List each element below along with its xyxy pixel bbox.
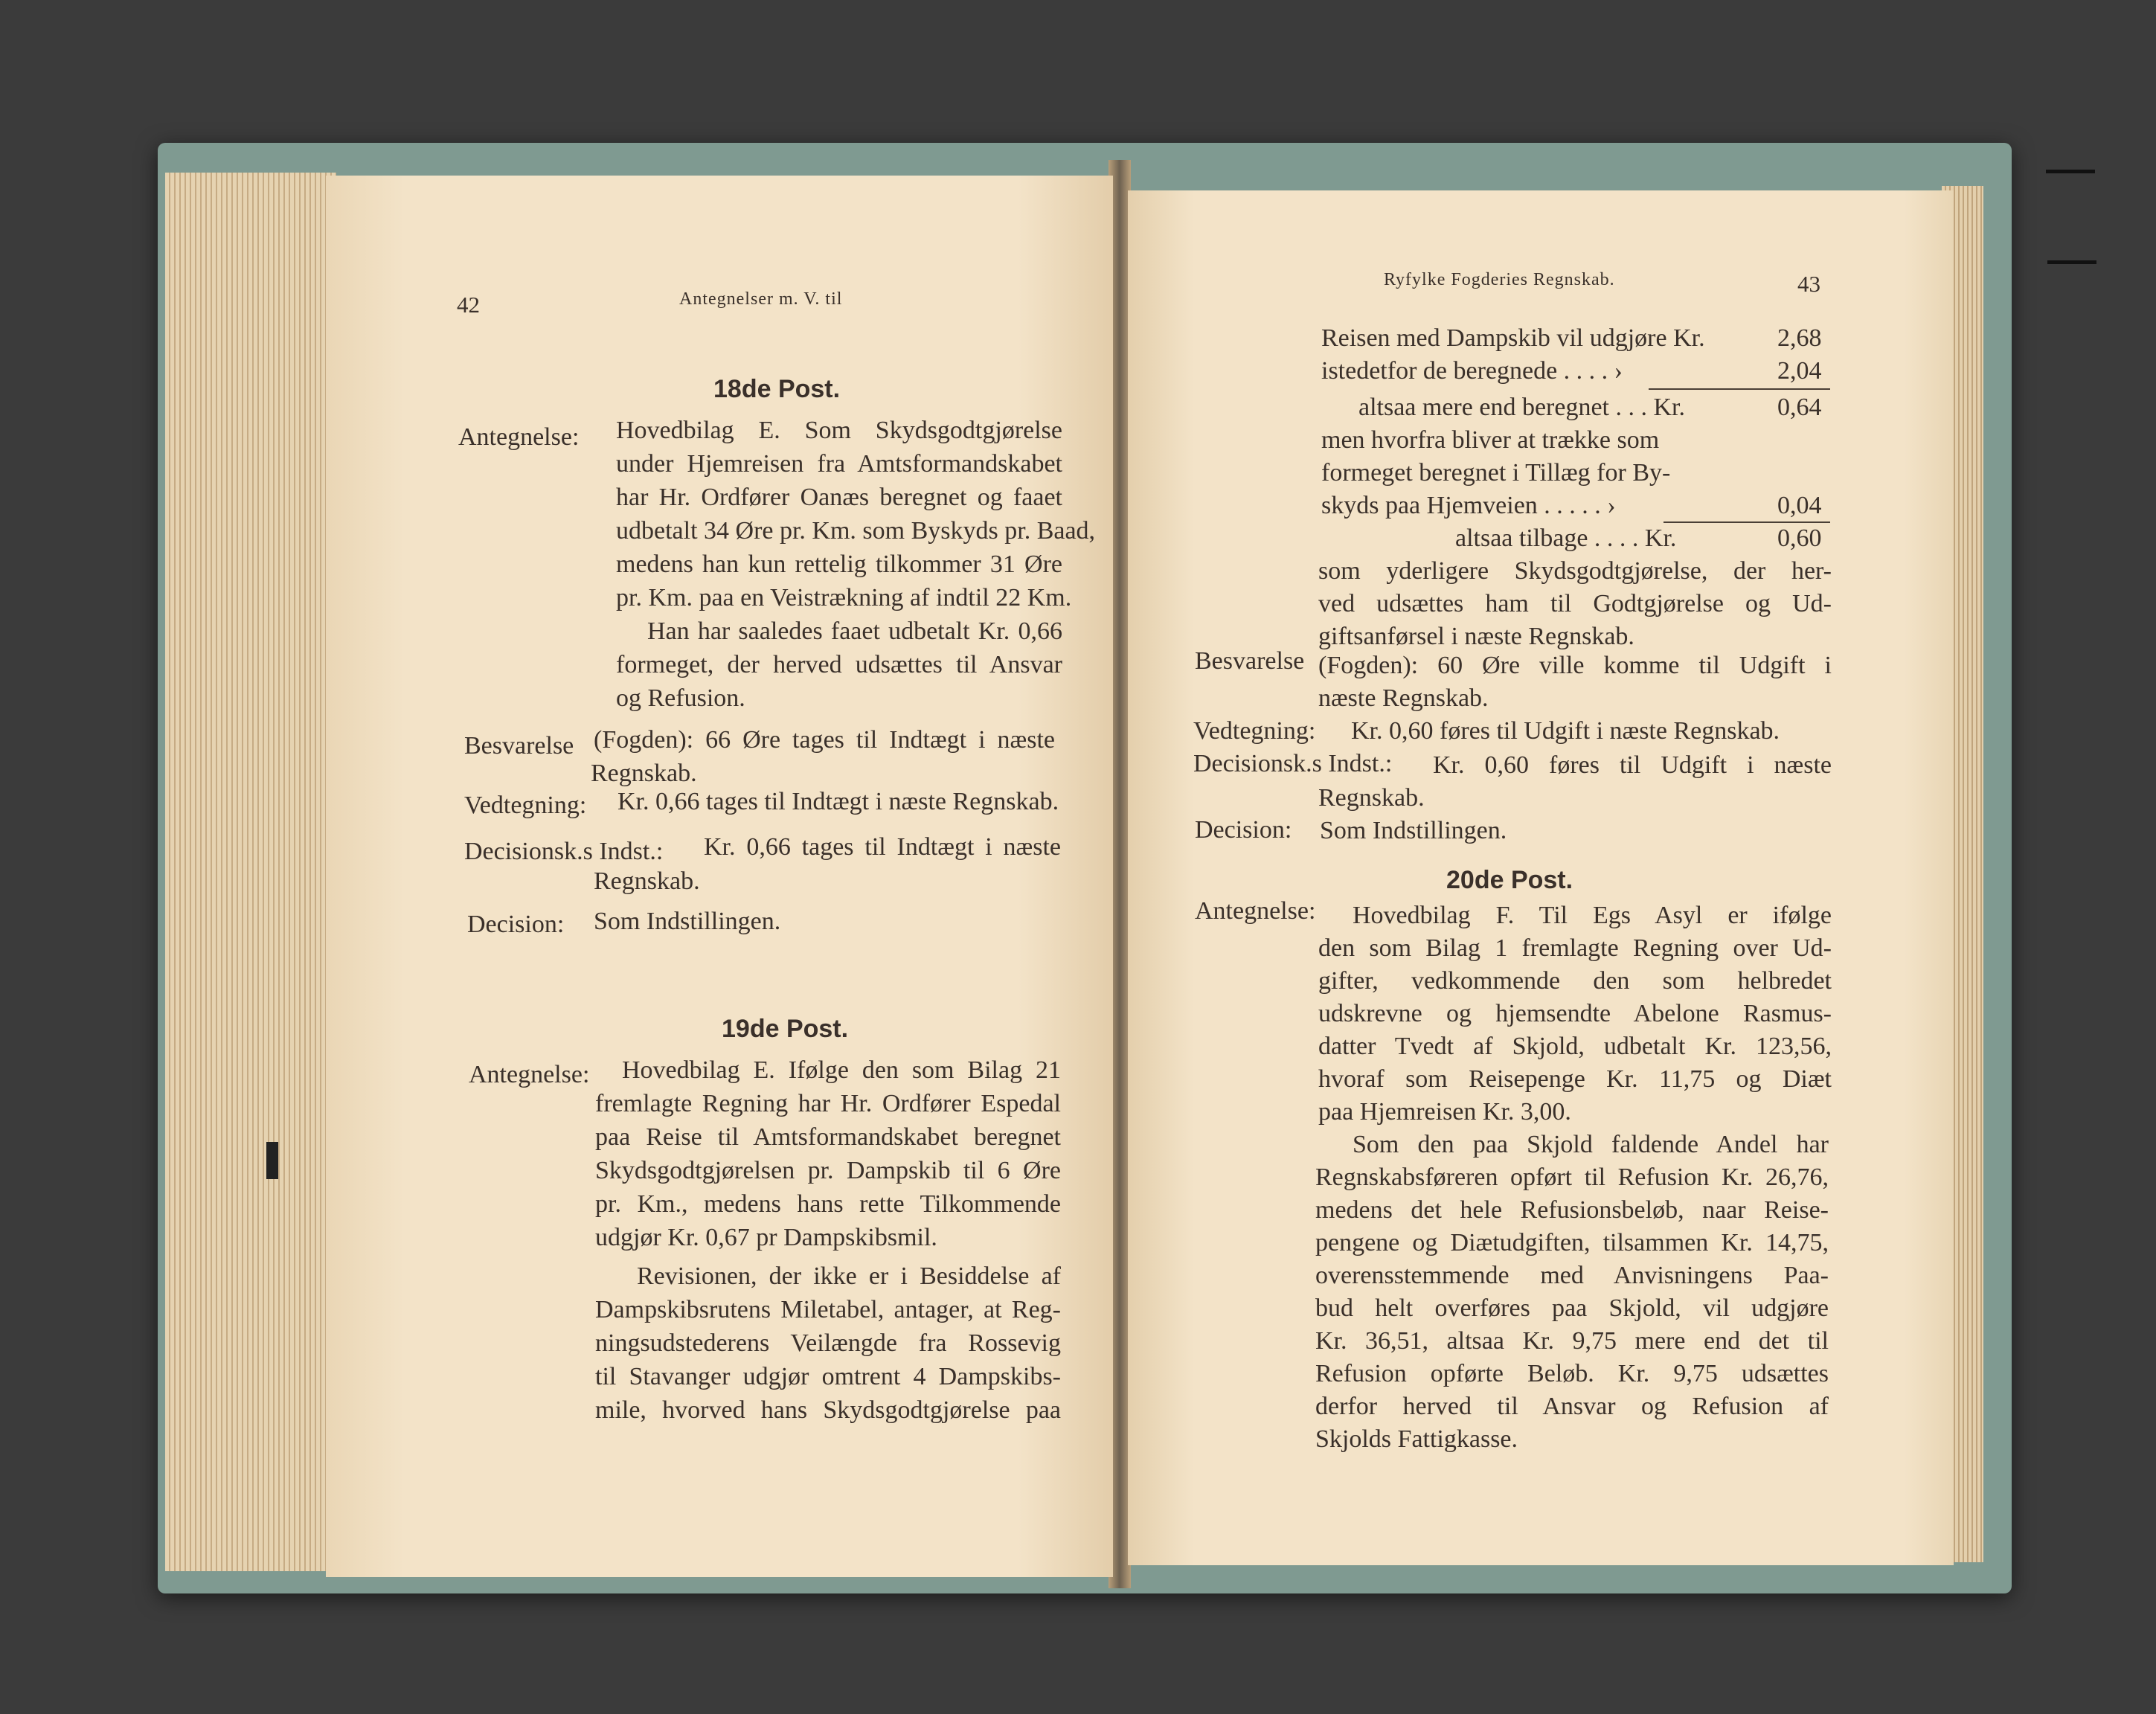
text-line: Skydsgodtgjørelsen pr. Dampskib til 6 Øre [595, 1157, 1061, 1184]
text-line: Som den paa Skjold faldende Andel har [1353, 1131, 1829, 1158]
text-line: medens han kun rettelig tilkommer 31 Øre [616, 551, 1062, 578]
decision-label: Decision: [467, 911, 565, 938]
vedtegning-label: Vedtegning: [1193, 717, 1316, 745]
decisionsk-text: Kr. 0,60 føres til Udgift i næste [1433, 751, 1832, 779]
decision-text: Som Indstillingen. [594, 908, 781, 935]
post-heading: 18de Post. [713, 375, 841, 403]
decisionsk-label: Decisionsk.s Indst.: [1193, 750, 1393, 777]
text-line: til Stavanger udgjør omtrent 4 Dampskibs- [595, 1363, 1061, 1390]
text-line: formeget, der herved udsættes til Ansvar [616, 651, 1062, 678]
text-line: udskrevne og hjemsendte Abelone Rasmus- [1318, 1000, 1832, 1027]
calc-amount: 0,60 [1777, 524, 1822, 552]
text-line: datter Tvedt af Skjold, udbetalt Kr. 123,56, [1318, 1033, 1832, 1060]
vedtegning-text: Kr. 0,66 tages til Indtægt i næste Regnskab. [617, 788, 1059, 815]
text-line: ved udsættes ham til Godtgjørelse og Ud- [1318, 590, 1832, 617]
vedtegning-text: Kr. 0,60 føres til Udgift i næste Regnskab. [1351, 717, 1780, 745]
calc-amount: 0,04 [1777, 492, 1822, 519]
text-line: Hovedbilag F. Til Egs Asyl er ifølge [1353, 902, 1832, 929]
calc-line: istedetfor de beregnede . . . . › [1321, 357, 1623, 385]
decisionsk-text: Kr. 0,66 tages til Indtægt i næste [704, 833, 1061, 861]
post-heading: 19de Post. [722, 1015, 849, 1043]
text-line: men hvorfra bliver at trække som [1321, 426, 1660, 454]
calc-amount: 2,68 [1777, 324, 1822, 352]
text-line: har Hr. Ordfører Oanæs beregnet og faaet [616, 484, 1062, 511]
text-line: Hovedbilag E. Som Skydsgodtgjørelse [616, 417, 1062, 444]
besvarelse-text: Regnskab. [591, 760, 697, 787]
text-line: bud helt overføres paa Skjold, vil udgjøre [1315, 1294, 1829, 1322]
text-line: og Refusion. [616, 684, 745, 712]
text-line: Kr. 36,51, altsaa Kr. 9,75 mere end det til [1315, 1327, 1829, 1355]
page-number: 43 [1797, 271, 1820, 297]
calc-amount: 0,64 [1777, 394, 1822, 421]
ink-smudge [266, 1142, 278, 1179]
sum-rule [1649, 388, 1830, 390]
text-line: paa Hjemreisen Kr. 3,00. [1318, 1098, 1571, 1126]
left-page [326, 176, 1113, 1577]
vedtegning-label: Vedtegning: [464, 792, 587, 819]
text-line: pr. Km. paa en Veistrækning af indtil 22 Km. [616, 584, 1072, 612]
text-line: gifter, vedkommende den som helbredet [1318, 967, 1832, 995]
decision-text: Som Indstillingen. [1320, 817, 1507, 844]
text-line: som yderligere Skydsgodtgjørelse, der her- [1318, 557, 1832, 585]
left-page-edges [165, 173, 336, 1571]
running-title: Ryfylke Fogderies Regnskab. [1384, 270, 1615, 289]
right-page [1128, 190, 1954, 1565]
besvarelse-text: (Fogden): 66 Øre tages til Indtægt i næste [594, 726, 1055, 754]
decisionsk-text: Regnskab. [1318, 784, 1425, 812]
antegnelse-label: Antegnelse: [469, 1061, 590, 1088]
text-line: paa Reise til Amtsformandskabet beregnet [595, 1123, 1061, 1151]
page-number: 42 [457, 292, 480, 318]
besvarelse-text: næste Regnskab. [1318, 684, 1489, 712]
calc-line: altsaa mere end beregnet . . . Kr. [1358, 394, 1685, 421]
antegnelse-label: Antegnelse: [1195, 897, 1316, 925]
text-line: den som Bilag 1 fremlagte Regning over Ud- [1318, 934, 1832, 962]
text-line: Hovedbilag E. Ifølge den som Bilag 21 [622, 1056, 1061, 1084]
margin-mark [2046, 170, 2095, 173]
decisionsk-text: Regnskab. [594, 867, 700, 895]
calc-amount: 2,04 [1777, 357, 1822, 385]
text-line: Dampskibsrutens Miletabel, antager, at Reg- [595, 1296, 1061, 1323]
calc-line: Reisen med Dampskib vil udgjøre Kr. [1321, 324, 1705, 352]
text-line: Revisionen, der ikke er i Besiddelse af [637, 1262, 1061, 1290]
calc-line: skyds paa Hjemveien . . . . . › [1321, 492, 1616, 519]
text-line: giftsanførsel i næste Regnskab. [1318, 623, 1634, 650]
calc-line: altsaa tilbage . . . . Kr. [1455, 524, 1677, 552]
text-line: formeget beregnet i Tillæg for By- [1321, 459, 1671, 487]
antegnelse-label: Antegnelse: [458, 423, 580, 451]
text-line: medens det hele Refusionsbeløb, naar Reise- [1315, 1196, 1829, 1224]
text-line: under Hjemreisen fra Amtsformandskabet [616, 450, 1062, 478]
besvarelse-text: (Fogden): 60 Øre ville komme til Udgift i [1318, 652, 1832, 679]
text-line: Refusion opførte Beløb. Kr. 9,75 udsættes [1315, 1360, 1829, 1387]
running-title: Antegnelser m. V. til [679, 289, 843, 309]
text-line: hvoraf som Reisepenge Kr. 11,75 og Diæt [1318, 1065, 1832, 1093]
text-line: Skjolds Fattigkasse. [1315, 1425, 1518, 1453]
text-line: mile, hvorved hans Skydsgodtgjørelse paa [595, 1396, 1061, 1424]
decision-label: Decision: [1195, 816, 1292, 844]
text-line: overensstemmende med Anvisningens Paa- [1315, 1262, 1829, 1289]
text-line: udgjør Kr. 0,67 pr Dampskibsmil. [595, 1224, 937, 1251]
post-heading: 20de Post. [1446, 866, 1573, 894]
text-line: fremlagte Regning har Hr. Ordfører Espedal [595, 1090, 1061, 1117]
besvarelse-label: Besvarelse [1195, 647, 1305, 675]
text-line: pr. Km., medens hans rette Tilkommende [595, 1190, 1061, 1218]
text-line: ningsudstederens Veilængde fra Rossevig [595, 1329, 1061, 1357]
text-line: pengene og Diætudgiften, tilsammen Kr. 14,75, [1315, 1229, 1829, 1256]
text-line: Regnskabsføreren opført til Refusion Kr. 26,76, [1315, 1163, 1829, 1191]
text-line: Han har saaledes faaet udbetalt Kr. 0,66 [647, 617, 1062, 645]
text-line: derfor herved til Ansvar og Refusion af [1315, 1393, 1829, 1420]
margin-mark [2047, 260, 2096, 264]
text-line: udbetalt 34 Øre pr. Km. som Byskyds pr. Baad, [616, 517, 1096, 545]
sum-rule [1663, 521, 1830, 523]
besvarelse-label: Besvarelse [464, 732, 574, 760]
decisionsk-label: Decisionsk.s Indst.: [464, 838, 664, 865]
